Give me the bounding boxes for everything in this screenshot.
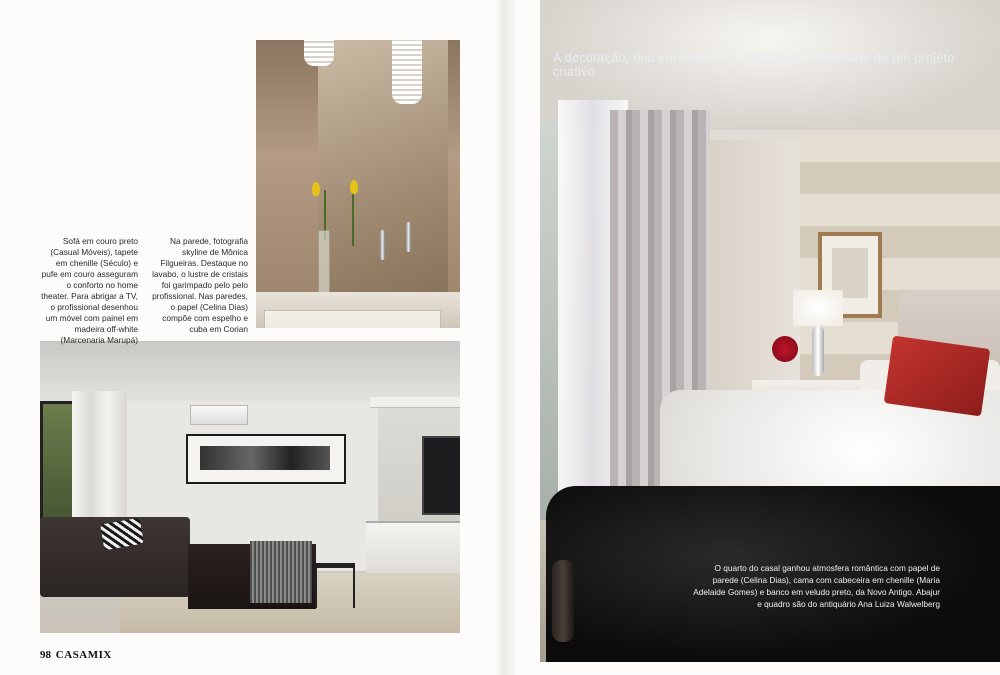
lavabo-photo — [256, 40, 460, 328]
headline: A decoração, rica em detalhes, revela a personalidade de um projeto criativo — [553, 51, 955, 79]
corian-basin — [264, 310, 441, 328]
caption-lavabo: Na parede, fotografia skyline de Mônica Filgueiras. Destaque no lavabo, o lustre de cristais foi garimpado pelo pelo profissional. Nas paredes, o papel (Celina Dias) compõe com espelho e cuba em Corian — [152, 236, 248, 334]
home-theater-photo — [40, 341, 460, 633]
television — [422, 436, 460, 515]
faucet — [406, 222, 411, 252]
calla-lily-flower — [350, 180, 358, 194]
crystal-chandelier-left — [304, 40, 334, 66]
mirror — [318, 40, 448, 305]
bench-leg — [552, 560, 574, 642]
caption-bedroom: O quarto do casal ganhou atmosfera romântica com papel de parede (Celina Dias), cama com cabeceira em chenille (Maria Adelaide Gomes) e banco em veludo preto, da Novo Antigo. Abajur e quadro são do antiquário Ana Luiza Walwelberg — [693, 563, 940, 609]
caption-living-room: Sofá em couro preto (Casual Móveis), tapete em chenille (Século) e pufe em couro asseguram o conforto no home theater. Para abrigar a TV, o profissional desenhou um móvel com painel em madeira off-white (Marcenaria Marupá) — [41, 236, 138, 345]
side-table — [315, 563, 355, 608]
air-conditioner — [190, 405, 248, 425]
calla-lily-flower — [312, 182, 320, 196]
window — [540, 120, 560, 520]
magazine-name: CASAMIX — [55, 649, 112, 661]
page-number: 98 — [40, 649, 51, 661]
lamp-base — [812, 326, 824, 376]
throw-blanket — [250, 541, 312, 603]
red-roses — [772, 336, 798, 362]
crystal-chandelier-right — [392, 40, 422, 104]
lamp-shade — [793, 290, 843, 326]
folio — [40, 649, 112, 661]
shelf — [370, 397, 460, 408]
wall — [705, 140, 805, 420]
faucet — [380, 230, 385, 260]
red-pillow — [884, 336, 991, 417]
flower-stem — [352, 186, 354, 246]
page-gutter — [495, 0, 515, 675]
skyline-photograph — [186, 434, 346, 484]
